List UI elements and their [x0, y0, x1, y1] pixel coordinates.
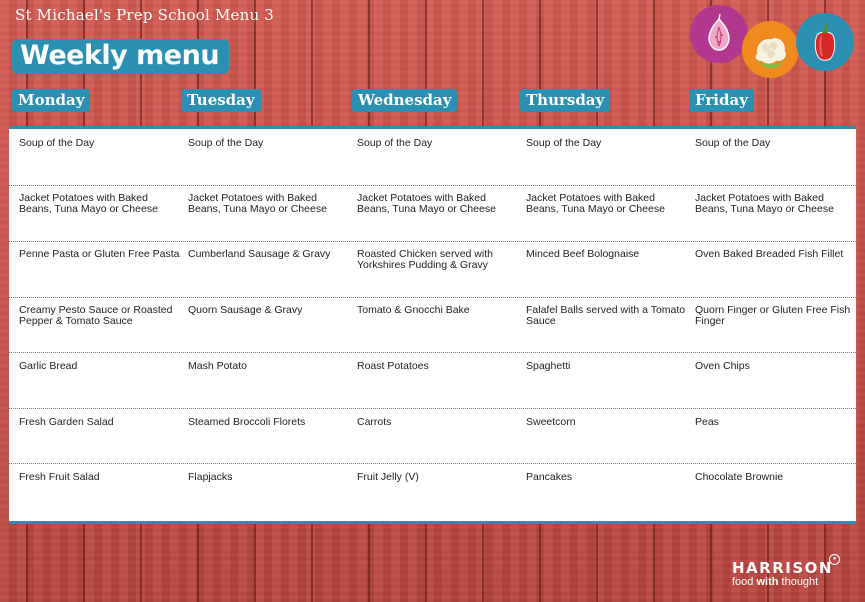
menu-cell: Soup of the Day — [526, 137, 602, 149]
menu-cell: Roasted Chicken served with Yorkshires Pudding & Gravy — [357, 248, 493, 271]
menu-cell: Flapjacks — [188, 471, 233, 483]
fig-icon — [690, 5, 748, 63]
menu-cell: Chocolate Brownie — [695, 471, 784, 483]
menu-cell: Minced Beef Bolognaise — [526, 248, 640, 260]
menu-cell: Quorn Sausage & Gravy — [188, 304, 303, 316]
menu-cell: Fresh Fruit Salad — [19, 471, 100, 483]
menu-cell: Jacket Potatoes with Baked Beans, Tuna Mayo or Cheese — [526, 192, 665, 215]
menu-cell: Creamy Pesto Sauce or Roasted Pepper & Tomato Sauce — [19, 304, 173, 327]
menu-cell: Mash Potato — [188, 360, 247, 372]
day-header-thursday: Thursday — [520, 89, 610, 112]
row-divider — [9, 241, 856, 242]
row-divider — [9, 463, 856, 464]
row-divider — [9, 297, 856, 298]
harrison-logo — [732, 556, 842, 588]
logo-tagline — [732, 576, 842, 588]
menu-cell: Steamed Broccoli Florets — [188, 416, 306, 428]
row-divider — [9, 408, 856, 409]
menu-cell: Jacket Potatoes with Baked Beans, Tuna Mayo or Cheese — [19, 192, 158, 215]
logo-brand: HARRISON — [732, 559, 833, 577]
menu-cell: Pancakes — [526, 471, 573, 483]
menu-cell: Soup of the Day — [188, 137, 264, 149]
weekly-menu-badge: Weekly menu — [12, 39, 229, 74]
menu-cell: Oven Baked Breaded Fish Fillet — [695, 248, 844, 260]
menu-cell: Spaghetti — [526, 360, 571, 372]
menu-cell: Soup of the Day — [19, 137, 95, 149]
menu-cell: Carrots — [357, 416, 392, 428]
pepper-icon — [796, 13, 854, 71]
menu-cell: Oven Chips — [695, 360, 750, 372]
menu-cell: Jacket Potatoes with Baked Beans, Tuna Mayo or Cheese — [357, 192, 496, 215]
row-divider — [9, 185, 856, 186]
cauliflower-icon — [742, 21, 799, 78]
school-title: St Michael's Prep School Menu 3 — [15, 6, 275, 24]
menu-cell: Jacket Potatoes with Baked Beans, Tuna Mayo or Cheese — [188, 192, 327, 215]
menu-table — [9, 126, 856, 524]
menu-cell: Sweetcorn — [526, 416, 576, 428]
menu-cell: Peas — [695, 416, 719, 428]
menu-cell: Roast Potatoes — [357, 360, 429, 372]
menu-cell: Soup of the Day — [357, 137, 433, 149]
menu-cell: Tomato & Gnocchi Bake — [357, 304, 470, 316]
menu-cell: Fresh Garden Salad — [19, 416, 114, 428]
menu-cell: Cumberland Sausage & Gravy — [188, 248, 331, 260]
day-header-monday: Monday — [12, 89, 90, 112]
logo-tagline-pre: food — [732, 576, 757, 588]
menu-cell: Penne Pasta or Gluten Free Pasta — [19, 248, 180, 260]
day-header-wednesday: Wednesday — [352, 89, 457, 112]
row-divider — [9, 352, 856, 353]
menu-cell: Garlic Bread — [19, 360, 78, 372]
menu-cell: Jacket Potatoes with Baked Beans, Tuna Mayo or Cheese — [695, 192, 834, 215]
logo-mark-icon: ● — [829, 554, 840, 565]
day-header-friday: Friday — [689, 89, 754, 112]
menu-cell: Soup of the Day — [695, 137, 771, 149]
day-header-tuesday: Tuesday — [181, 89, 261, 112]
menu-cell: Falafel Balls served with a Tomato Sauce — [526, 304, 686, 327]
logo-tagline-post: thought — [778, 576, 819, 588]
logo-tagline-bold: with — [756, 576, 779, 588]
menu-cell: Quorn Finger or Gluten Free Fish Finger — [695, 304, 851, 327]
menu-cell: Fruit Jelly (V) — [357, 471, 419, 483]
